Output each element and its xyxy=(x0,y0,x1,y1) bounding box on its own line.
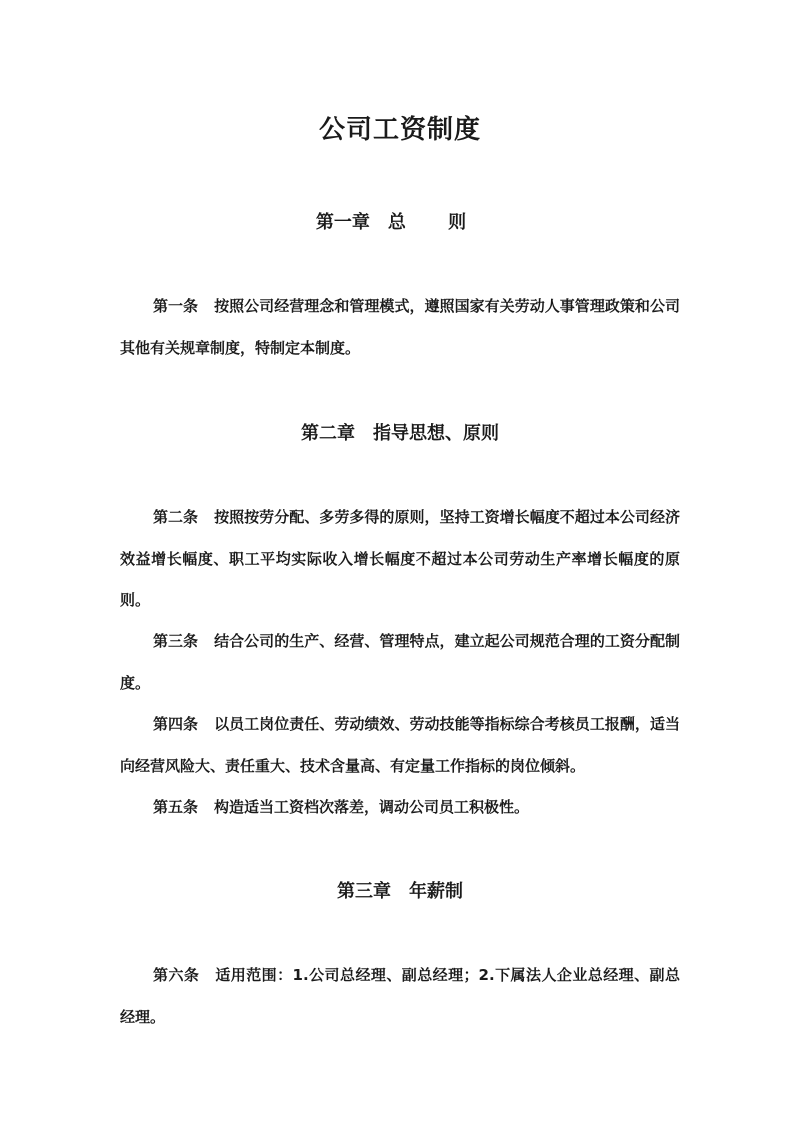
article-2 xyxy=(120,497,680,622)
chapter-number: 第三章 xyxy=(337,881,391,902)
article-6 xyxy=(120,955,680,1038)
article-text: 适用范围：1.公司总经理、副总经理；2.下属法人企业总经理、副总经理。 xyxy=(120,966,680,1026)
article-number: 第五条 xyxy=(153,798,199,816)
chapter-name: 年薪制 xyxy=(409,881,463,902)
chapter-name: 指导思想、原则 xyxy=(373,423,499,444)
article-text: 以员工岗位责任、劳动绩效、劳动技能等指标综合考核员工报酬，适当向经营风险大、责任重大、技术含量高、有定量工作指标的岗位倾斜。 xyxy=(120,715,680,775)
article-text: 按照按劳分配、多劳多得的原则，坚持工资增长幅度不超过本公司经济效益增长幅度、职工平均实际收入增长幅度不超过本公司劳动生产率增长幅度的原则。 xyxy=(120,508,680,609)
article-number: 第三条 xyxy=(153,632,199,650)
article-1 xyxy=(120,286,680,369)
article-4 xyxy=(120,704,680,787)
chapter-heading-2 xyxy=(0,419,800,449)
article-text: 按照公司经营理念和管理模式，遵照国家有关劳动人事管理政策和公司其他有关规章制度，特制定本制度。 xyxy=(120,297,680,357)
article-text: 构造适当工资档次落差，调动公司员工积极性。 xyxy=(214,798,530,816)
chapter-heading-1 xyxy=(0,208,800,238)
article-number: 第四条 xyxy=(153,715,199,733)
chapter-number: 第一章 xyxy=(315,212,370,233)
article-5 xyxy=(120,787,680,829)
chapter-name: 总 则 xyxy=(387,212,485,233)
article-number: 第一条 xyxy=(153,297,199,315)
chapter-heading-3 xyxy=(0,877,800,907)
document-title: 公司工资制度 xyxy=(318,115,481,145)
article-3 xyxy=(120,621,680,704)
article-text: 结合公司的生产、经营、管理特点，建立起公司规范合理的工资分配制度。 xyxy=(120,632,680,692)
article-number: 第二条 xyxy=(153,508,199,526)
chapter-number: 第二章 xyxy=(301,423,355,444)
article-number: 第六条 xyxy=(153,966,200,984)
